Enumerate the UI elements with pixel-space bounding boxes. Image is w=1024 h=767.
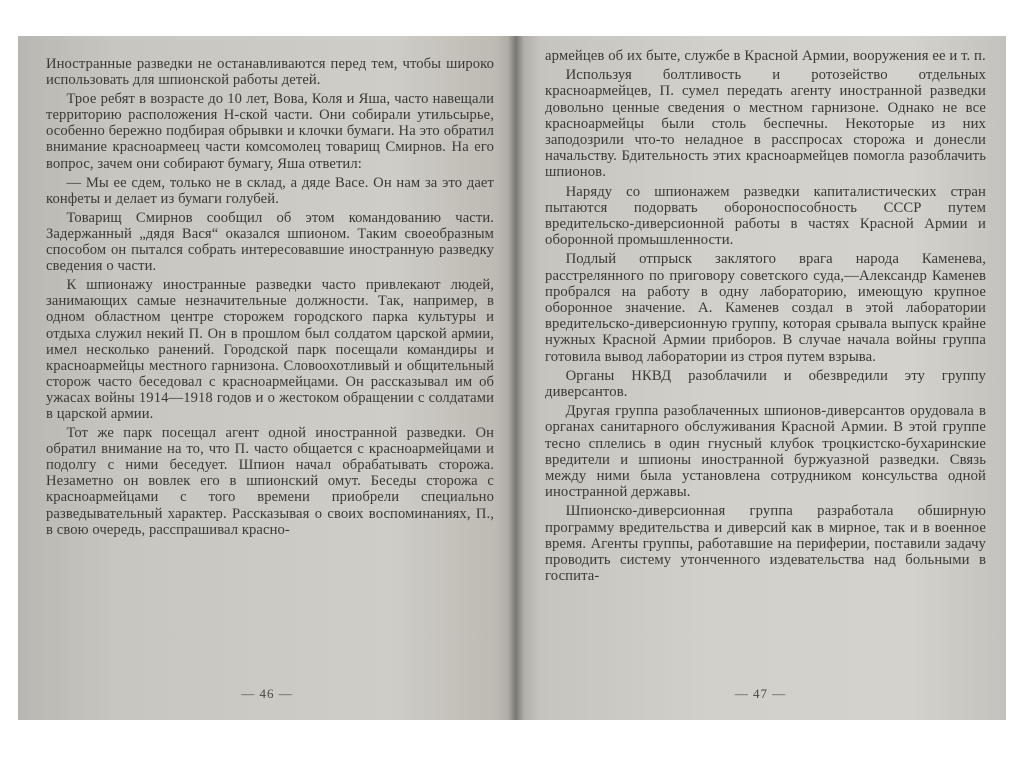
right-paragraph: Подлый отпрыск заклятого врага народа Каменева, расстрелянного по приговору советского суда,—Александр Каменев пробрался на работу в одну лабораторию, имеющую крупное оборонное значение. А. Каменев создал в этой лаборатории вредительско-диверсионную группу, которая срывала выпуск крайне нужных Красной Армии приборов. В случае начала войны группа готовила вывод лаборатории из строя путем взрыва. [545, 251, 986, 365]
right-paragraph: Другая группа разоблаченных шпионов-диверсантов орудовала в органах санитарного обслуживания Красной Армии. В этой группе тесно сплелись в один гнусный клубок троцкистско-бухаринские вредители и шпионы иностранной буржуазной разведки. Связь между ними была установлена сотрудником консульства одной иностранной державы. [545, 403, 986, 501]
left-page [18, 36, 516, 720]
page-number-right: — 47 — [734, 686, 787, 701]
right-paragraph: Шпионско-диверсионная группа разработала обширную программу вредительства и диверсий как в мирное, так и в военное время. Агенты группы, работавшие на периферии, поставили задачу проводить систему утонченного издевательства над больными в госпита- [545, 503, 986, 585]
right-paragraph: Органы НКВД разоблачили и обезвредили эту группу диверсантов. [545, 367, 986, 401]
left-paragraph: К шпионажу иностранные разведки часто привлекают людей, занимающих самые незначительные должности. Так, например, в одном областном центре сторожем городского парка культуры и отдыха служил некий П. Он в прошлом был солдатом царской армии, имел несколько ранений. Городской парк посещали командиры и красноармейцы местного гарнизона. Словоохотливый и общительный сторож часто беседовал с красноармейцами. Он рассказывал им об ужасах войны 1914—1918 годов и о жестоком обращении с солдатами в царской армии. [46, 277, 494, 422]
page-number-left: — 46 — [241, 686, 293, 701]
right-page [515, 36, 1006, 720]
book-spread-photo [18, 36, 1006, 720]
book-gutter [508, 36, 524, 720]
left-paragraph: Тот же парк посещал агент одной иностранной разведки. Он обратил внимание на то, что П. часто общается с красноармейцами и подолгу с ними беседует. Шпион начал обрабатывать сторожа. Незаметно он вовлек его в шпионский омут. Беседы сторожа с красноармейцами с того времени приобрели специально разведывательный характер. Рассказывая о своих воспоминаниях, П., в свою очередь, расспрашивал красно- [46, 425, 494, 538]
left-paragraph: — Мы ее сдем, только не в склад, а дяде Васе. Он нам за это дает конфеты и делает из бумаги голубей. [46, 174, 494, 207]
left-paragraph: Трое ребят в возрасте до 10 лет, Вова, Коля и Яша, часто навещали территорию расположения Н-ской части. Они собирали утильсырье, особенно бережно подбирая обрывки и клочки бумаги. На это обратил внимание красноармеец части комсомолец товарищ Смирнов. На его вопрос, зачем они собирают бумагу, Яша ответил: [46, 91, 494, 172]
right-paragraph: Используя болтливость и ротозейство отдельных красноармейцев, П. сумел передать агенту иностранной разведки довольно ценные сведения о местном гарнизоне. Однако не все красноармейцы были столь беспечны. Некоторые из них заподозрили что-то неладное в расспросах сторожа и донесли начальству. Бдительность этих красноармейцев помогла разоблачить шпионов. [545, 67, 986, 181]
left-paragraph: Иностранные разведки не останавливаются перед тем, чтобы широко использовать для шпионской работы детей. [46, 56, 494, 89]
right-paragraph: Наряду со шпионажем разведки капиталистических стран пытаются подорвать обороноспособность СССР путем вредительско-диверсионной работы в частях Красной Армии и оборонной промышленности. [545, 183, 986, 249]
left-paragraph: Товарищ Смирнов сообщил об этом командованию части. Задержанный „дядя Вася“ оказался шпионом. Таким своеобразным способом он пытался собрать интересовавшие иностранную разведку сведения о части. [46, 209, 494, 275]
right-paragraph: армейцев об их быте, службе в Красной Армии, вооружения ее и т. п. [545, 48, 986, 64]
